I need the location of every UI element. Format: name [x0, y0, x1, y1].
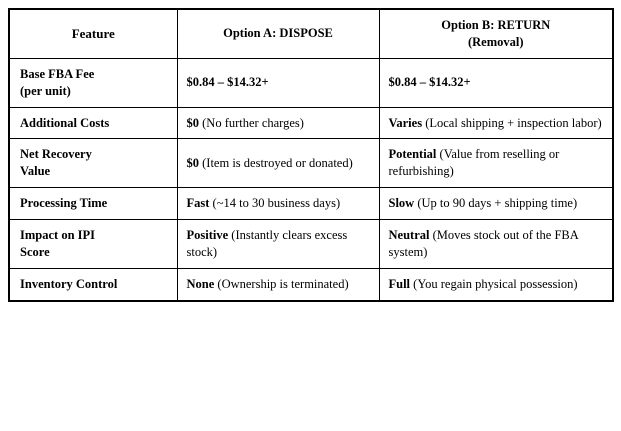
table-row: [9, 188, 613, 220]
comparison-table: [8, 8, 614, 302]
option-a-lead: Positive: [186, 228, 229, 242]
option-a-lead: $0: [186, 155, 199, 170]
option-a-rest: (Instantly clears excess stock): [186, 228, 348, 259]
table-row: [9, 268, 613, 300]
table-row: [9, 139, 613, 188]
row-feature-line1: Inventory Control: [20, 276, 118, 291]
option-b-lead: Neutral: [388, 228, 430, 242]
column-header-option-b: [379, 9, 613, 58]
row-feature-line1: Processing Time: [20, 196, 108, 211]
option-a-rest: (Item is destroyed or donated): [199, 155, 353, 170]
option-a-lead: Fast: [186, 196, 210, 211]
option-a-lead: $0: [186, 115, 199, 130]
row-feature-line2: Value: [20, 164, 51, 179]
row-option-a-value: [177, 220, 379, 269]
option-a-lead: None: [186, 276, 215, 291]
column-header-option-b-line1: Option B: RETURN: [441, 18, 551, 32]
row-option-a-value: [177, 139, 379, 188]
table-row: [9, 220, 613, 269]
option-b-rest: (Up to 90 days + shipping time): [414, 196, 578, 211]
column-header-feature: Feature: [9, 9, 177, 58]
column-header-option-b-line2: (Removal): [467, 34, 524, 49]
option-b-lead: Slow: [388, 196, 415, 211]
table-body: [9, 58, 613, 300]
row-option-a-value: [177, 188, 379, 220]
row-option-a-value: [177, 107, 379, 139]
option-b-lead: $0.84 – $14.32+: [388, 75, 471, 90]
row-option-b-value: [379, 58, 613, 107]
document-page: [0, 8, 621, 431]
option-a-rest: (No further charges): [199, 115, 304, 130]
row-feature-label: [9, 107, 177, 139]
option-b-rest: (Local shipping + inspection labor): [422, 115, 602, 130]
table-row: [9, 107, 613, 139]
row-option-b-value: [379, 268, 613, 300]
row-feature-line1: Net Recovery: [20, 147, 92, 162]
row-option-b-value: [379, 107, 613, 139]
row-feature-line2: Score: [20, 244, 50, 259]
option-b-rest: (You regain physical possession): [410, 276, 578, 291]
row-feature-label: [9, 58, 177, 107]
row-option-b-value: [379, 188, 613, 220]
row-option-b-value: [379, 220, 613, 269]
row-feature-line1: Impact on IPI: [20, 228, 96, 242]
row-option-a-value: [177, 58, 379, 107]
option-a-lead: $0.84 – $14.32+: [186, 75, 269, 90]
row-feature-label: [9, 220, 177, 269]
table-row: [9, 58, 613, 107]
column-header-option-a: Option A: DISPOSE: [177, 9, 379, 58]
option-b-lead: Potential: [388, 147, 437, 162]
row-feature-line2: (per unit): [20, 83, 71, 98]
row-feature-label: [9, 188, 177, 220]
row-feature-line1: Additional Costs: [20, 115, 110, 130]
option-a-rest: (Ownership is terminated): [214, 276, 349, 291]
option-b-rest: (Value from reselling or refurbishing): [388, 147, 560, 179]
table-header: [9, 9, 613, 58]
row-feature-line1: Base FBA Fee: [20, 66, 95, 81]
option-b-rest: (Moves stock out of the FBA system): [388, 228, 579, 259]
option-b-lead: Varies: [388, 115, 423, 130]
row-option-b-value: [379, 139, 613, 188]
table-header-row: [9, 9, 613, 58]
option-a-rest: (~14 to 30 business days): [209, 196, 341, 211]
row-feature-label: [9, 268, 177, 300]
option-b-lead: Full: [388, 276, 411, 291]
row-feature-label: [9, 139, 177, 188]
row-option-a-value: [177, 268, 379, 300]
